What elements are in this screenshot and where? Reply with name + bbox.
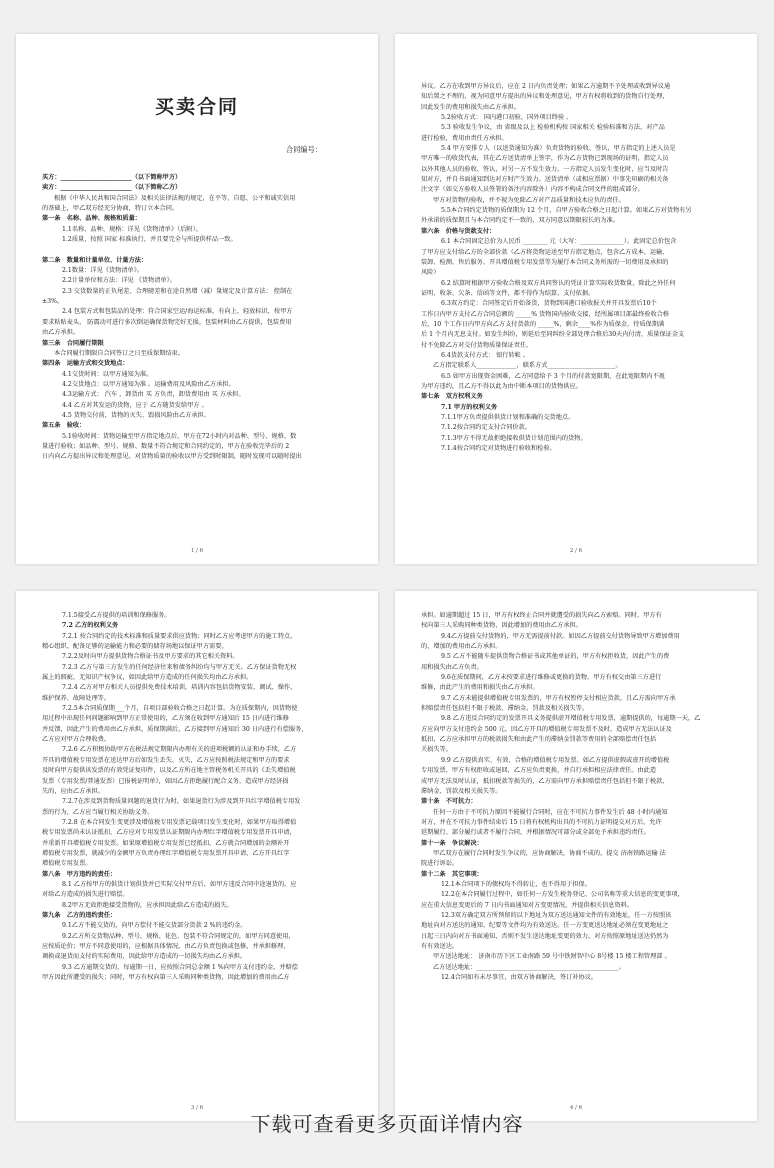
- text-line: 后 1 个月内无息支付。如发生纠纷，则延后至同纠纷全部处理合格后30天内付清，质量保证金支: [421, 331, 685, 339]
- text-line: 4.5 货物交付前，货物的灭失、毁损风险由乙方承担。: [62, 411, 210, 419]
- text-line: 第三条 合同履行期限: [42, 339, 104, 347]
- text-line: 买方：_______________________（以下简称甲方）: [42, 174, 182, 181]
- text-line: 12.3双方确定双方所预留的以下地址为双方送达通知文件的有效地址，任一方按照该: [441, 911, 672, 919]
- page-3-text: [42, 611, 352, 983]
- text-line: 专用发票，甲方有权拒收或退回，乙方应负责更换，并自行承担相应法律责任。由此造: [421, 767, 657, 775]
- text-line: 第七条 双方权利义务: [421, 393, 483, 401]
- text-line: 2.1数量：详见《货物清单》。: [62, 267, 143, 275]
- text-line: 5.5本合同约定货物的质保期为 12 个月，自甲方验收合格之日起计算。如果乙方对货物有另: [441, 207, 692, 215]
- text-line: 9.2乙方所交货物品种、型号、规格、花色、包装不符合同规定的，如甲方同意使用，: [62, 932, 295, 940]
- text-line: 2.3 交货数量的正负尾差、合理磅差和在途自然增（减）量规定及计算方法： 控制在: [62, 287, 293, 295]
- text-line: 因此发生的费用和损失由乙方承担。: [421, 103, 520, 111]
- text-line: 成甲方无法及时认证，抵扣税款等损失的，乙方需向甲方承担赔偿责任包括但不限于税款、: [421, 777, 669, 785]
- text-line: 以外其他人员的验收、签认，对另一方不发生效力。一方指定人员发生变化时，应当及时告: [421, 165, 669, 173]
- text-line: 知对方，并自书面通知到达对方时产生效力。送货清单（或相应票据）中事先印刷的相关备: [421, 176, 669, 184]
- text-line: 方应向甲方支付违约金 500 元。因乙方开具的增值税专用发票不及时，造成甲方无法认证及: [421, 725, 672, 733]
- text-line: 进行检验，费用由责任方承担。: [421, 134, 508, 142]
- text-line: [42, 245, 352, 255]
- text-line: 卖方：_______________________（以下简称乙方）: [42, 184, 182, 192]
- text-line: 乙方送达地址：______________________________________________。: [433, 963, 625, 971]
- text-line: 6.2 结算时根据甲方验收合格及双方共同签认的凭证计算实际收货数量，除此之外任何: [441, 279, 676, 287]
- text-line: 第一条 名称、品种、规格和质量：: [42, 215, 141, 223]
- text-line: 7.1 甲方的权利义务: [441, 403, 498, 411]
- text-line: 并重新开具增值税专用发票。如果原增值税专用发票已经抵扣，乙方就合同增加的金额补开: [42, 839, 290, 847]
- text-line: 用过程中出现任何问题影响到甲方正常使用的，乙方须在收到甲方通知后 15 日内进行维修: [42, 715, 289, 723]
- page-4-text: [421, 611, 731, 983]
- text-line: 要求粘贴麦头， 防震动可进行多次倒运确保货物完好无损。包装材料由乙方提供，包装费用: [42, 318, 292, 326]
- text-line: 8.1 乙方按甲方的供货计划供货并已实际交付甲方后，如甲方违反合同中途退货的，应: [62, 880, 297, 888]
- text-line: 1.2质量，按照 国家 标准执行，并且要完全与所提供样品一致。: [62, 236, 237, 244]
- text-line: 第十条 不可抗力：: [421, 798, 477, 806]
- text-line: 根据《中华人民共和国合同法》及相关法律法规的规定，在平等、自愿、公平和诚实信用: [54, 194, 296, 202]
- text-line: 甲方唯一的收货代表，其在乙方送货清单上签字，作为乙方货物已到现场的证明，指定人员: [421, 155, 669, 163]
- text-line: 9.7 乙方未能提供增值税专用发票的，甲方有权暂停支付相应货款，且乙方需向甲方承: [441, 694, 676, 702]
- contract-number-label: 合同编号：: [286, 145, 322, 154]
- text-line: 量进行验收；如品种、型号、规格、数量不符合规定和合同约定的，甲方在验收完毕后的 2: [42, 442, 290, 450]
- text-line: 本合同履行期限自合同签订之日至质保期结束。: [54, 349, 184, 357]
- text-line: 的，增加的费用由乙方承担。: [421, 643, 502, 651]
- text-line: 地址向对方送达的通知、纪要等文件均为有效送达。任一方变更送达地址必须在变更地址之: [421, 922, 669, 930]
- text-line: 7.2.5本合同质保期___个月，自项目部验收合格之日起计算。为在质保期内，因货物使: [62, 705, 298, 713]
- text-line: 院进行诉讼。: [421, 860, 459, 868]
- text-line: 第十一条 争议解决：: [421, 839, 483, 847]
- text-line: 5.2验收方式： 国内港口初验，国外项目终验 。: [441, 114, 573, 122]
- text-line: 4.2交货地点：以甲方通知为准 。运输费用及风险由乙方承担。: [62, 380, 235, 388]
- text-line: 用和损失由乙方负责。: [421, 663, 483, 671]
- text-line: 第八条 甲方违约的责任：: [42, 870, 117, 878]
- text-line: 第六条 价格与货款支付：: [421, 227, 496, 235]
- text-line: 任何一方由于不可抗力原因不能履行合同时，应在不可抗力事件发生后 48 小时内通知: [433, 808, 668, 816]
- document-page-1: [16, 34, 378, 564]
- document-title: 买卖合同: [154, 96, 239, 118]
- text-line: 工作日内甲方支付乙方合同总额的 _____% 货物国内验收交接，经所属项目部最终验收合格: [421, 310, 670, 318]
- text-line: 7.1.4按合同约定对货物进行验收和检验。: [441, 445, 556, 453]
- text-line: 证明、收条、欠条、信函等文件，都不得作为结算、支付依据。: [421, 289, 595, 297]
- text-line: 9.4乙方提前交付货物的，甲方无需提前付款。如因乙方提前交付货物导致甲方增加费用: [441, 632, 680, 640]
- text-line: 知后置之不理的，视为同意甲方提出的异议和处理意见，甲方有权将收到的货物自行处理，: [421, 93, 669, 101]
- text-line: 5.3 验收发生争议，由 省级及以上 检验机构按 国家相关 检验标准和方法，对产品: [441, 124, 665, 132]
- text-line: 日内向乙方提出异议和处理意见。对货物质量的验收以甲方受到时限制，随时发现可以随时提出: [42, 453, 302, 461]
- page-number: 1 / 6: [190, 548, 204, 554]
- text-line: 7.1.5接受乙方提供的培训和保修服务。: [62, 612, 171, 619]
- text-line: 7.2.1 按合同约定的技术标准和质量要求供应货物；同时乙方应考虑甲方的施工特点，: [62, 632, 297, 640]
- text-line: 滞纳金、罚款及相关损失等。: [421, 787, 502, 795]
- text-line: 甲乙双方在履行合同时发生争议的，应协商解决，协商不成的，提交 济南铁路运输 法: [433, 849, 666, 857]
- text-line: 日起三日内向对方书面通知，否则不发生送达地址变更的效力，对方按照原地址送达仍然为: [421, 932, 669, 940]
- text-line: 增值税专用发票。: [42, 860, 92, 868]
- text-line: 延期履行、部分履行或者不履行合同，并根据情况可部分或全部免予承担违约责任。: [421, 829, 650, 837]
- text-line: 应按质论价；甲方不同意使用的，应根据具体情况，由乙方负责包换或包修，并承担修理、: [42, 943, 290, 950]
- text-line: 第二条 数量和计量单位、计量方法：: [42, 256, 148, 264]
- text-line: 7.2.3 乙方与第三方发生的任何经济往来和债务纠纷均与甲方无关。乙方保证货物无权: [62, 663, 297, 671]
- page-1-text: [42, 173, 352, 463]
- text-line: 外承诺的质保期且与本合同约定不一致的，双方同意以期限较长的为准。: [421, 217, 619, 225]
- text-line: 7.2.7在涉及到货物质量问题的退货行为时，如果退货行为涉及到开具红字增值税专用发: [62, 798, 301, 806]
- page-number: 4 / 6: [569, 1105, 583, 1111]
- text-line: 的基础上，甲乙双方经充分协商，特订立本合同。: [42, 205, 179, 213]
- text-line: 6.1 本合同固定总价为人民币 ________ 元（大写：______________）。此固定总价包含: [441, 238, 677, 246]
- text-line: 9.5 乙方不能随车提供货物合格证书或其他单证的，甲方有权拒收货，因此产生的费: [441, 653, 670, 661]
- text-line: 4.3运输方式： 汽车 ，卸货由 买 方负责，卸货费用由 买 方承担。: [62, 391, 245, 399]
- text-line: 7.2 乙方的权利义务: [62, 622, 119, 630]
- text-line: 调换或退货而支付的实际费用，因此给甲方造成的一切损失均由乙方承担。: [42, 953, 247, 961]
- text-line: 第九条 乙方的违约责任：: [42, 911, 117, 919]
- text-line: 7.1.1甲方负责提供供货计划和准确的交货地点。: [441, 414, 575, 421]
- text-line: 为甲方违约，且乙方不得以此为由中断本项目的货物供应。: [421, 382, 582, 390]
- page-number: 3 / 6: [190, 1105, 204, 1111]
- text-line: 税专用发票尚未认证抵扣，乙方应对专用发票认证期限内办理红字增值税专用发票开具申请，: [42, 829, 296, 837]
- text-line: 属上的瑕疵、无知识产权争议，如因此给甲方造成的任何损失均由乙方承担。: [42, 674, 253, 682]
- text-line: 5.4 甲方安排专人（以送货通知为准）负责货物的验收、签认，甲方指定的上述人员是: [441, 145, 676, 153]
- text-line: 4.1交货时间：以甲方通知为准。: [62, 370, 153, 378]
- page-2-text: [421, 82, 731, 454]
- text-line: 担赔偿责任包括但不限于税款、滞纳金、罚款及相关损失等。: [421, 705, 589, 713]
- text-line: 装卸、检测、售后服务、开具增值税专用发票等为履行本合同义务所需的一切费用及承担的: [421, 258, 669, 266]
- text-line: 异议。乙方在收到甲方异议后，应在 2 日内负责处理；如果乙方逾期不予处理或收到异议通: [421, 83, 671, 90]
- text-line: 票的行为，乙方应当履行相关协助义务。: [42, 808, 154, 816]
- text-line: 维护保养、故障处理等。: [42, 694, 111, 702]
- text-line: 并反馈，因此产生的费用由乙方承担。质保期满后，乙方接到甲方通知后 30 日内进行有偿服务，: [42, 725, 308, 733]
- text-line: 7.2.2及时向甲方提供货物合格证书及甲方要求的其它相关资料。: [62, 653, 239, 661]
- document-page-3: [16, 591, 378, 1121]
- text-line: 甲方因此所遭受的损失；同时，甲方有权向第三人采购同种类货物，因此增加的费用由乙方: [42, 974, 290, 982]
- text-line: 9.6在质保期间，乙方未按要求进行维修或更换的货物，甲方有权交由第三方进行: [441, 674, 662, 682]
- text-line: 甲方对货物的验收，并不视为免除乙方对产品质量和技术应负的责任。: [433, 196, 625, 204]
- text-line: 关损失等。: [421, 746, 452, 754]
- text-line: 风险）: [421, 269, 440, 277]
- text-line: 2.2计量单位和方法：详见 《货物清单》。: [62, 277, 176, 285]
- text-line: ±3%。: [42, 298, 64, 306]
- text-line: 9.3 乙方逾期交货的，每逾期一日，应按照合同总金额 1 %向甲方支付违约金，并赔偿: [62, 963, 298, 971]
- text-line: 7.2.4 乙方对甲方相关人员提供免费技术培训，培训内容包括货物安装、调试、操作、: [62, 684, 297, 692]
- document-page-2: [395, 34, 757, 564]
- text-line: 有有效送达。: [421, 943, 459, 950]
- document-page-4: [395, 591, 757, 1121]
- text-line: 12.1本合同项下的债权均不得转让，也不得用于担保。: [441, 880, 591, 888]
- text-line: 付不免除乙方对交付货物质量保证责任。: [421, 341, 533, 349]
- text-line: 6.5 如甲方出现资金困难，乙方同意给予 3 个月的付款宽限期，在此宽限期内不视: [441, 372, 665, 380]
- text-line: 失的，应由乙方承担。: [42, 787, 104, 795]
- text-line: 12.4合同如有未尽事宜，由双方协商解决，签订补协议。: [441, 974, 598, 982]
- text-line: 第五条 验收：: [42, 422, 86, 430]
- text-line: 抵扣，乙方应承担甲方的税款损失和由此产生的滞纳金罚款等费用的全部赔偿责任包括: [421, 736, 657, 744]
- text-line: 增值税专用发票，就减少的金额甲方负责办理红字增值税专用发票开具申请，乙方开具红字: [42, 849, 290, 857]
- text-line: 第四条 运输方式和交货地点：: [42, 360, 129, 368]
- text-line: 由乙方承担。: [42, 329, 80, 337]
- text-line: 甲方送达地址： 济南市历下区工业南路 59 号中铁财智中心 8号楼 15 楼工程管理部 。: [433, 953, 671, 961]
- text-line: 9.8 乙方违反合同约定的发票开具义务提供虚开增值税专用发票，逾期提供的，每逾期一天，乙: [441, 715, 701, 723]
- text-line: 乙方应对甲方合理收费。: [42, 736, 111, 744]
- text-line: 6.4货款支付方式： 银行转帐 。: [441, 351, 530, 359]
- text-line: 了甲方应支付给乙方的全部价款（乙方将货物运送至甲方指定地点，包含乙方成本、运输、: [421, 248, 669, 256]
- text-line: 8.2甲方无故拒绝接受货物的，应承担因此给乙方造成的损失。: [62, 901, 233, 909]
- text-line: 7.2.8 在本合同发生变更涉及增值税专用发票记载项目发生变化时，如果甲方取得增值: [62, 818, 297, 826]
- text-line: 注文字（如交方验收人员签署的备注内容除外）内容不构成合同文件的组成部分。: [421, 186, 644, 194]
- text-line: 7.1.2按合同约定支付合同价款。: [441, 424, 531, 432]
- text-line: 5.1验收时间：货物运输至甲方指定地点后，甲方在72小时内对品种、型号、规格、数: [62, 432, 297, 440]
- text-line: 后，10 个工作日内甲方向乙方支付货款的 _____%，剩余____%作为质保金，待质保期满: [421, 320, 665, 328]
- text-line: 2.4 包装方式和包装品的处理：符合国家空运/海运标准，有向上、轻放标识，按甲方: [62, 308, 293, 316]
- download-more-prompt[interactable]: 下载可查看更多页面详情内容: [250, 1112, 524, 1136]
- text-line: 第十二条 其它事项：: [421, 870, 483, 878]
- text-line: 维修，由此产生的费用和损失由乙方承担。: [421, 684, 539, 692]
- text-line: 12.2在本合同履行过程中，如任何一方发生税务登记、公司名称等重大信息的变更事项，: [441, 891, 684, 899]
- text-line: 发票（专用发票/普通发票）已报税证明单》，如因乙方拒绝履行配合义务，造成甲方经济损: [42, 777, 289, 785]
- page-number: 2 / 6: [569, 548, 583, 554]
- text-line: 精心组织、配备足够的运输能力和必要的储存场地以保证甲方需要。: [42, 643, 228, 651]
- text-line: 对给乙方造成的损失进行赔偿。: [42, 891, 129, 899]
- text-line: 应在重大信息变更后的 7 日内书面通知对方变更情况，并提供相关信息资料。: [421, 901, 634, 909]
- text-line: 9.9 乙方提供真实、有效、合格的增值税专用发票。如乙方提供虚假或虚开的增值税: [441, 756, 670, 764]
- text-line: 承担。如逾期超过 15 日，甲方有权终止合同并就遭受的损失向乙方索赔。同时，甲方有: [421, 612, 662, 619]
- text-line: 6.3双方约定：合同签定后开始备货，货物到国港口验收报关并开具发票后10个: [441, 300, 657, 308]
- text-line: 7.1.3甲方不得无故拒绝接收供货计划范围内的货物。: [441, 434, 587, 442]
- text-line: 1.1名称、品种、规格：详见《货物清单》（后附）。: [62, 225, 202, 233]
- text-line: 开具的增值税专用发票在送达甲方后如发生丢失、灭失，乙方应按照税法规定和甲方的要求: [42, 756, 290, 764]
- text-line: 9.1乙方不能交货的，向甲方偿付不能交货部分货款 2 %的违约金。: [62, 922, 247, 930]
- text-line: 对方，并在不可抗力事件结束后 15 日将有权机构出具的不可抗力证明提交对方后，允许: [421, 818, 662, 826]
- text-line: 4.4 乙方对其发运的货物，应于 乙方随货发给甲方 。: [62, 401, 208, 409]
- text-line: 7.2.6 乙方积极协助甲方在税法规定期限内办理有关的进项税额的认证和办手续，乙方: [62, 746, 297, 754]
- text-line: 权向第三人采购同种类货物，因此增加的费用由乙方承担。: [421, 622, 582, 630]
- text-line: 乙方指定联系人_____________，联系方式______________________。: [433, 362, 622, 370]
- text-line: 及时向甲方提供该发票的有效凭证复印件，以及乙方所在地主管税务机关开具的《丢失增值税: [42, 767, 296, 775]
